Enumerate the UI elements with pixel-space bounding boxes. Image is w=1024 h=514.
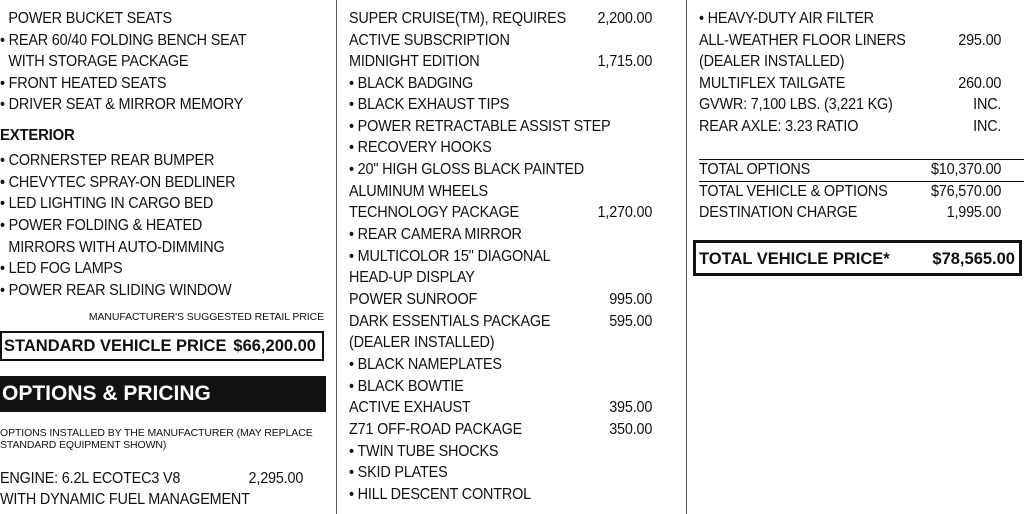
- standard-vehicle-price-box: [0, 331, 324, 361]
- column-divider: [686, 0, 687, 514]
- total-options-row: [699, 159, 1001, 181]
- option-row: [349, 8, 652, 30]
- option-row: [349, 311, 652, 333]
- options-pricing-banner: OPTIONS & PRICING: [0, 376, 326, 412]
- option-label: SUPER CRUISE(TM), REQUIRES: [349, 10, 567, 27]
- option-label: REAR AXLE: 3.23 RATIO: [699, 118, 859, 135]
- feature-line: • CHEVYTEC SPRAY-ON BEDLINER: [0, 174, 236, 191]
- feature-line: • FRONT HEATED SEATS: [0, 75, 167, 92]
- option-price: INC.: [973, 118, 1002, 135]
- option-row: [349, 289, 652, 311]
- option-label: Z71 OFF-ROAD PACKAGE: [349, 421, 523, 438]
- column-totals: [699, 0, 1024, 514]
- option-price: 260.00: [958, 75, 1002, 92]
- option-label: MIDNIGHT EDITION: [349, 53, 480, 70]
- option-row: [349, 116, 652, 138]
- total-value: 1,995.00: [946, 204, 1002, 221]
- option-label: ALL-WEATHER FLOOR LINERS: [699, 32, 906, 49]
- option-label: • BLACK EXHAUST TIPS: [349, 96, 510, 113]
- total-price-label: TOTAL VEHICLE PRICE*: [699, 250, 890, 268]
- option-label: POWER SUNROOF: [349, 291, 478, 308]
- options-note: OPTIONS INSTALLED BY THE MANUFACTURER (MAY REPLACE: [0, 427, 313, 439]
- option-row-engine-detail: WITH DYNAMIC FUEL MANAGEMENT: [0, 491, 250, 508]
- option-price: 2,295.00: [248, 470, 304, 487]
- option-row: [699, 116, 1001, 138]
- feature-line: MIRRORS WITH AUTO-DIMMING: [8, 239, 225, 256]
- option-price: 2,200.00: [597, 10, 653, 27]
- total-label: TOTAL VEHICLE & OPTIONS: [699, 183, 888, 200]
- total-vehicle-options-row: [699, 181, 1001, 203]
- option-price: 995.00: [609, 291, 653, 308]
- option-label: • BLACK BADGING: [349, 75, 474, 92]
- option-label: • POWER RETRACTABLE ASSIST STEP: [349, 118, 611, 135]
- column-divider: [336, 0, 337, 514]
- column-standard-equipment: [0, 0, 326, 514]
- option-row: [349, 30, 652, 52]
- option-row: [349, 94, 652, 116]
- option-label: • TWIN TUBE SHOCKS: [349, 443, 499, 460]
- option-row: [349, 224, 652, 246]
- total-vehicle-price-box: [693, 240, 1022, 276]
- option-price: 350.00: [609, 421, 653, 438]
- option-row: [349, 267, 652, 289]
- total-label: TOTAL OPTIONS: [699, 161, 811, 178]
- option-row: [349, 376, 652, 398]
- option-label: TECHNOLOGY PACKAGE: [349, 204, 519, 221]
- option-label: • BLACK BOWTIE: [349, 378, 464, 395]
- option-row: [349, 51, 652, 73]
- option-row: [699, 73, 1001, 95]
- option-row: [349, 397, 652, 419]
- option-price: 1,715.00: [597, 53, 653, 70]
- standard-price-label: STANDARD VEHICLE PRICE: [4, 337, 227, 355]
- option-row: [349, 181, 652, 203]
- option-price: 295.00: [958, 32, 1002, 49]
- option-row: [349, 246, 652, 268]
- option-price: 395.00: [609, 399, 653, 416]
- feature-line: • DRIVER SEAT & MIRROR MEMORY: [0, 96, 244, 113]
- option-label: • REAR CAMERA MIRROR: [349, 226, 522, 243]
- column-options: [349, 0, 675, 514]
- option-label: DARK ESSENTIALS PACKAGE: [349, 313, 551, 330]
- option-row: [349, 462, 652, 484]
- option-label: • MULTICOLOR 15" DIAGONAL: [349, 248, 551, 265]
- option-label: • HEAVY-DUTY AIR FILTER: [699, 10, 874, 27]
- option-label: ACTIVE EXHAUST: [349, 399, 471, 416]
- option-row: [699, 30, 1001, 52]
- option-row: [699, 94, 1001, 116]
- option-label: ENGINE: 6.2L ECOTEC3 V8: [0, 470, 181, 487]
- total-label: DESTINATION CHARGE: [699, 204, 858, 221]
- option-row: [349, 332, 652, 354]
- option-row: [349, 137, 652, 159]
- option-label: • SKID PLATES: [349, 464, 448, 481]
- option-row: [349, 419, 652, 441]
- option-row: [349, 484, 652, 506]
- exterior-heading: EXTERIOR: [0, 127, 75, 144]
- option-price: 595.00: [609, 313, 653, 330]
- feature-line: • CORNERSTEP REAR BUMPER: [0, 152, 215, 169]
- total-value: $76,570.00: [930, 183, 1002, 200]
- option-label: • 20" HIGH GLOSS BLACK PAINTED: [349, 161, 585, 178]
- option-row: [349, 73, 652, 95]
- option-label: • BLACK NAMEPLATES: [349, 356, 502, 373]
- feature-line: • POWER REAR SLIDING WINDOW: [0, 282, 232, 299]
- option-label: ALUMINUM WHEELS: [349, 183, 488, 200]
- destination-charge-row: [699, 202, 1001, 224]
- option-label: ACTIVE SUBSCRIPTION: [349, 32, 510, 49]
- total-value: $10,370.00: [930, 161, 1002, 178]
- option-price: INC.: [973, 96, 1002, 113]
- standard-price-value: $66,200.00: [233, 337, 316, 355]
- option-label: MULTIFLEX TAILGATE: [699, 75, 846, 92]
- option-row: [349, 441, 652, 463]
- option-row-engine: [0, 468, 303, 490]
- total-price-value: $78,565.00: [932, 250, 1015, 268]
- option-row: [349, 354, 652, 376]
- feature-line: POWER BUCKET SEATS: [8, 10, 172, 27]
- option-label: • RECOVERY HOOKS: [349, 139, 492, 156]
- feature-line: • LED FOG LAMPS: [0, 260, 123, 277]
- option-row: [699, 51, 1001, 73]
- option-label: (DEALER INSTALLED): [349, 334, 495, 351]
- option-label: • HILL DESCENT CONTROL: [349, 486, 531, 503]
- feature-line: WITH STORAGE PACKAGE: [8, 53, 189, 70]
- options-note: STANDARD EQUIPMENT SHOWN): [0, 439, 167, 451]
- option-row: [699, 8, 1001, 30]
- feature-line: • POWER FOLDING & HEATED: [0, 217, 203, 234]
- feature-line: • LED LIGHTING IN CARGO BED: [0, 195, 214, 212]
- msrp-caption: MANUFACTURER'S SUGGESTED RETAIL PRICE: [88, 311, 324, 323]
- option-row: [349, 202, 652, 224]
- option-label: (DEALER INSTALLED): [699, 53, 845, 70]
- option-label: HEAD-UP DISPLAY: [349, 269, 475, 286]
- feature-line: • REAR 60/40 FOLDING BENCH SEAT: [0, 32, 247, 49]
- option-price: 1,270.00: [597, 204, 653, 221]
- option-label: GVWR: 7,100 LBS. (3,221 KG): [699, 96, 893, 113]
- option-row: [349, 159, 652, 181]
